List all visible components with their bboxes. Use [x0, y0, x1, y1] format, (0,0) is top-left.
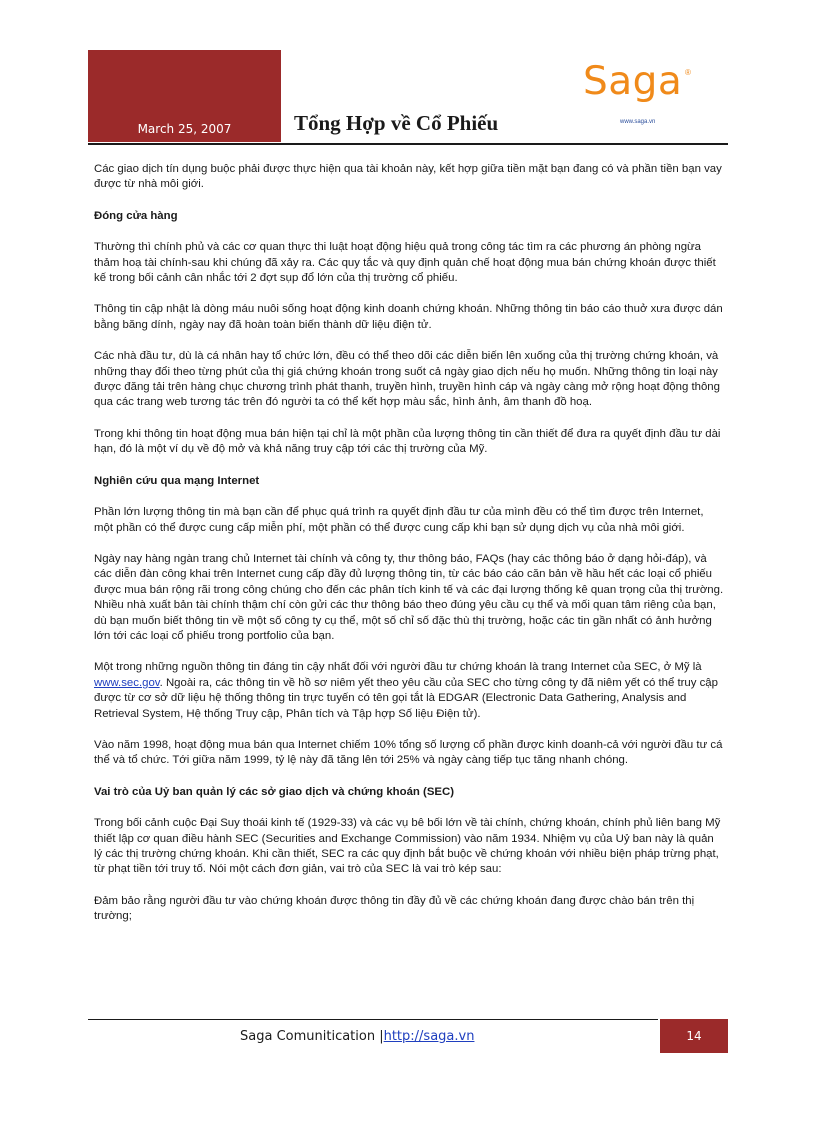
paragraph: Thường thì chính phủ và các cơ quan thực thi luật hoạt động hiệu quả trong công tác tìm ra các phương án phòng ngừa thảm hoạ tài chính-sau khi chúng đã xảy ra. Các quy tắc và quy định quản chế hoạt động mua bán chứng khoán được thiết kế trong bối cảnh cân nhắc tới 2 đợt sụp đổ lớn của thị trường cổ phiếu. — [94, 241, 716, 285]
section-heading: Nghiên cứu qua mạng Internet — [94, 474, 260, 487]
text: Một trong những nguồn thông tin đáng tin cậy nhất đối với người đầu tư chứng khoán là trang Internet của SEC, ở Mỹ là — [94, 661, 702, 674]
logo-url: www.saga.vn — [620, 119, 656, 125]
footer-divider — [88, 1019, 658, 1020]
footer-company: Saga Comunitication | — [240, 1029, 384, 1044]
text: . Ngoài ra, các thông tin về hồ sơ niêm yết theo yêu cầu của SEC cho từng công ty đã niêm yết có thể truy cập được từ cơ sở dữ liệu hệ thống thông tin trực tuyến có tên gọi tắt là EDGAR (Electronic Data Gathering, Analysis and Retrieval System, Hệ thống Truy cập, Phân tích và Tập hợp Số liệu Điện tử). — [94, 676, 718, 720]
page-number: 14 — [660, 1019, 728, 1053]
page-content — [94, 162, 724, 925]
paragraph: Trong bối cảnh cuộc Đại Suy thoái kinh tế (1929-33) và các vụ bê bối lớn về tài chính, chứng khoán, chính phủ liên bang Mỹ thiết lập cơ quan điều hành SEC (Securities and Exchange Commission) vào năm 1934. Nhiệm vụ của Uỷ ban này là quản lý các thị trường chứng khoán. Khi cần thiết, SEC ra các quy định bắt buộc về chứng khoán với nhiều biện pháp trừng phạt, từ phạt tiền tới truy tố. Nói một cách đơn giản, vai trò của SEC là vai trò kép sau: — [94, 817, 721, 876]
logo-wordmark: Saga — [583, 59, 683, 104]
sec-link[interactable]: www.sec.gov — [94, 676, 160, 689]
document-title: Tổng Hợp về Cổ Phiếu — [294, 111, 499, 135]
header-date: March 25, 2007 — [137, 122, 232, 136]
section-heading: Đóng cửa hàng — [94, 209, 178, 222]
paragraph: Đảm bảo rằng người đầu tư vào chứng khoán được thông tin đầy đủ về các chứng khoán đang được chào bán trên thị trường; — [94, 894, 695, 923]
footer-link[interactable]: http://saga.vn — [383, 1029, 475, 1044]
paragraph: Trong khi thông tin hoạt động mua bán hiện tại chỉ là một phần của lượng thông tin cần thiết để đưa ra quyết định đầu tư dài hạn, đó là một ví dụ về độ mở và khả năng truy cập tới các thị trường của Mỹ. — [94, 427, 721, 456]
saga-logo — [583, 59, 693, 132]
paragraph: Các giao dịch tín dụng buộc phải được thực hiện qua tài khoản này, kết hợp giữa tiền mặt bạn đang có và phần tiền bạn vay được từ nhà môi giới. — [94, 163, 722, 191]
footer-text — [240, 1029, 474, 1044]
section-heading: Vai trò của Uỷ ban quản lý các sở giao dịch và chứng khoán (SEC) — [94, 785, 455, 798]
logo-registered-mark: ® — [685, 68, 691, 77]
paragraph: Vào năm 1998, hoạt động mua bán qua Internet chiếm 10% tổng số lượng cổ phần được kinh doanh-cả với người đầu tư cá thể và tổ chức. Tới giữa năm 1999, tỷ lệ này đã tăng lên tới 25% và ngày càng tiếp tục tăng nhanh chóng. — [94, 738, 723, 767]
header-divider — [88, 143, 728, 145]
paragraph: Các nhà đầu tư, dù là cá nhân hay tổ chức lớn, đều có thể theo dõi các diễn biến lên xuống của thị trường chứng khoán, và những thay đổi theo từng phút của thị giá chứng khoán trong suốt cả ngày giao dịch nếu họ muốn. Những thông tin loại này được đăng tải trên hàng chục chương trình phát thanh, truyền hình, truyền hình cáp và ngày càng mở rộng hoạt động thông qua các trang web tương tác trên đó người ta có thể kết hợp màu sắc, hình ảnh, âm thanh đồ hoạ. — [94, 350, 720, 409]
paragraph: Thông tin cập nhật là dòng máu nuôi sống hoạt động kinh doanh chứng khoán. Những thông tin báo cáo thuở xưa được dán bằng băng dính, ngày nay đã hoàn toàn biến thành dữ liệu điện tử. — [94, 303, 723, 331]
paragraph-sec-source — [94, 660, 724, 722]
header-date-block — [88, 50, 281, 142]
paragraph: Ngày nay hàng ngàn trang chủ Internet tài chính và công ty, thư thông báo, FAQs (hay các thông báo ở dạng hỏi-đáp), và các diễn đàn công khai trên Internet cung cấp đầy đủ lượng thông tin, từ các báo cáo căn bản về hầu hết các loại cổ phiếu được mua bán rộng rãi trong công chúng cho đến các phân tích kinh tế và các đại lượng thống kê quan trọng của thị trường. Nhiều nhà xuất bản tài chính thậm chí còn gửi các thư thông báo theo đúng yêu cầu cụ thể và mối quan tâm riêng của bạn, dù bạn muốn biết thông tin về một số công ty cụ thể, một số chỉ số đặc thù thị trường, hoặc các tin gần nhất có ảnh hưởng lớn tới các loại cổ phiếu trong portfolio của bạn. — [94, 552, 724, 642]
paragraph: Phần lớn lượng thông tin mà bạn cần để phục quá trình ra quyết định đầu tư của mình đều có thể tìm được trên Internet, một phần có thể được cung cấp miễn phí, một phần có thể được cung cấp khi bạn sử dụng dịch vụ của nhà môi giới. — [94, 506, 704, 534]
